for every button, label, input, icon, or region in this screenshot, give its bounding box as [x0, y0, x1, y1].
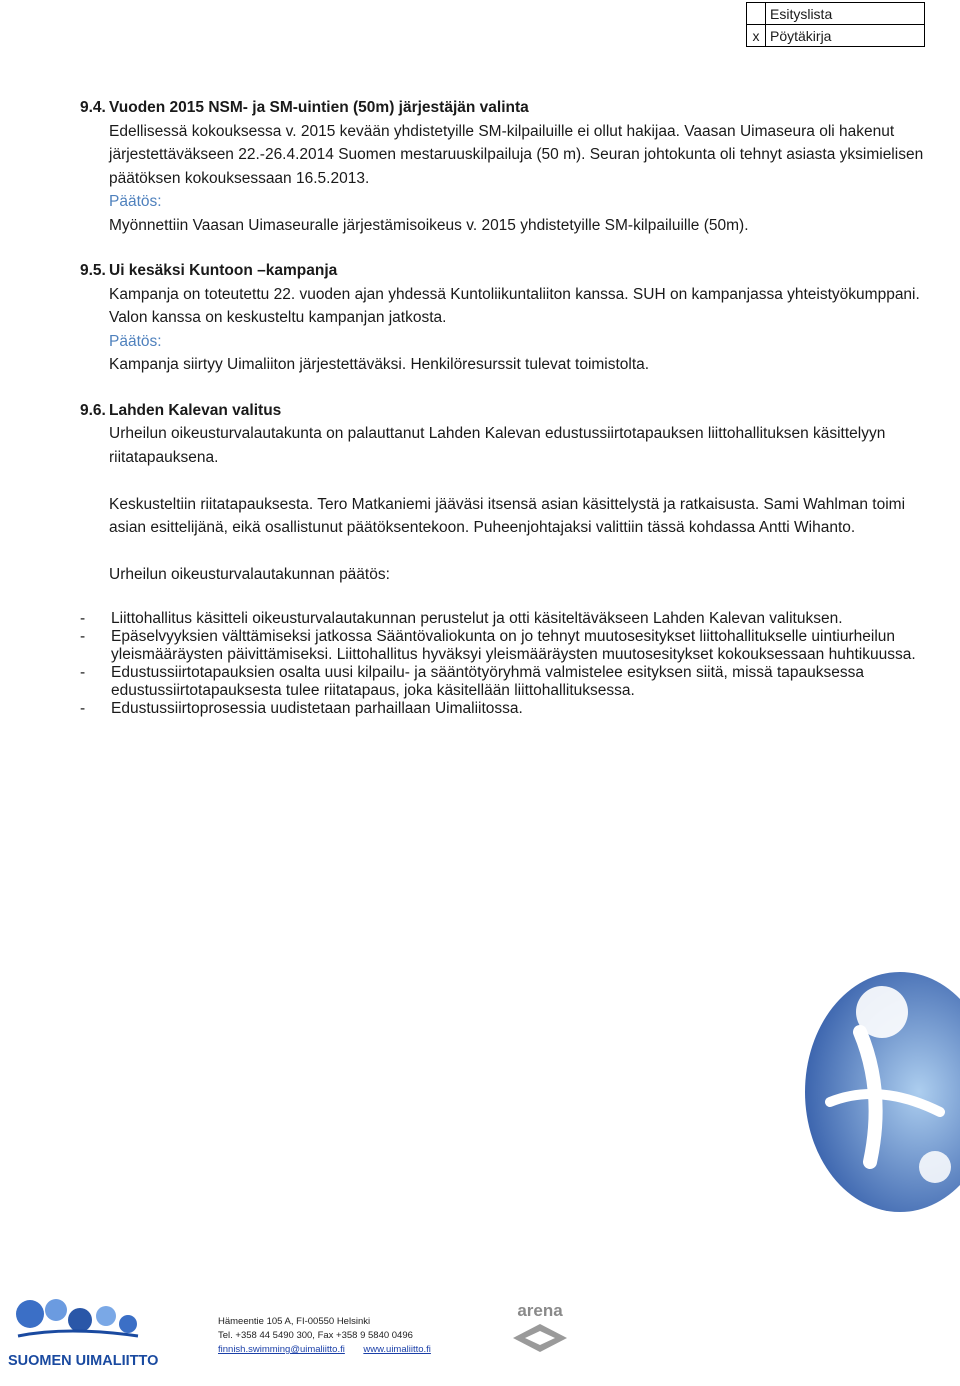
list-item-text: Edustussiirtotapauksien osalta uusi kilpailu- ja sääntötyöryhmä valmistelee esityksen siitä, missä tapauksessa edustussiirtotapauksesta tulee riitatapaus, joka käsitellään liittohallituksessa. — [111, 664, 864, 699]
list-item-text: Edustussiirtoprosessia uudistetaan parhaillaan Uimaliitossa. — [111, 700, 523, 717]
list-item: - Epäselvyyksien välttämiseksi jatkossa Sääntövaliokunta on jo tehnyt muutosesitykset liittohallitukselle uintiurheilun yleismääräysten päivittämiseksi. Liittohallitus hyväksyi yleismääräysten muutosesitykset kokouksessaan huhtikuussa. — [80, 628, 916, 663]
footer-phone: Tel. +358 44 5490 300, Fax +358 9 5840 0496 — [218, 1330, 413, 1341]
decision-label: Päätös: — [109, 332, 162, 350]
section-number: 9.4. — [80, 99, 106, 116]
section-paragraph: Kampanja on toteutettu 22. vuoden ajan yhdessä Kuntoliikuntaliiton kanssa. SUH on kampanjassa yhteistyökumppani. Valon kanssa on keskusteltu kampanjan jatkosta. — [109, 285, 920, 326]
section-heading — [80, 399, 930, 423]
section-title: Lahden Kalevan valitus — [109, 401, 282, 419]
document-body — [80, 96, 930, 740]
section-number: 9.5. — [80, 262, 106, 279]
decision-text: Kampanja siirtyy Uimaliiton järjestettäväksi. Henkilöresurssit tulevat toimistolta. — [109, 356, 650, 373]
doc-type-label: Pöytäkirja — [766, 25, 925, 47]
decision-list — [80, 610, 930, 718]
list-item-text: Epäselvyyksien välttämiseksi jatkossa Sääntövaliokunta on jo tehnyt muutosesitykset liittohallitukselle uintiurheilun yleismääräysten päivittämiseksi. Liittohallitus hyväksyi yleismääräysten muutosesitykset kokouksessaan huhtikuussa. — [111, 628, 916, 663]
doc-type-mark: x — [747, 25, 766, 47]
list-item: - Liittohallitus käsitteli oikeusturvalautakunnan perustelut ja otti käsiteltäväkseen Lahden Kalevan valituksen. — [80, 610, 843, 627]
footer-website-link[interactable]: www.uimaliitto.fi — [363, 1344, 431, 1355]
sponsor-text: arena — [517, 1301, 563, 1320]
list-item: - Edustussiirtoprosessia uudistetaan parhaillaan Uimaliitossa. — [80, 700, 523, 717]
swimmer-graphic — [710, 952, 960, 1232]
section-9-5 — [80, 259, 930, 377]
arena-logo — [505, 1300, 575, 1360]
section-heading — [80, 259, 930, 283]
document-type-table — [746, 2, 925, 47]
list-item-text: Liittohallitus käsitteli oikeusturvalautakunnan perustelut ja otti käsiteltäväkseen Lahden Kalevan valituksen. — [111, 610, 843, 627]
doc-type-row-minutes — [747, 25, 925, 47]
footer-address: Hämeentie 105 A, FI-00550 Helsinki — [218, 1316, 371, 1327]
logo-text: SUOMEN UIMALIITTO — [8, 1353, 159, 1369]
section-number: 9.6. — [80, 401, 106, 419]
doc-type-label: Esityslista — [766, 3, 925, 25]
decision-text: Myönnettiin Vaasan Uimaseuralle järjestämisoikeus v. 2015 yhdistetyille SM-kilpailuille (50m). — [109, 216, 749, 234]
section-title: Ui kesäksi Kuntoon –kampanja — [109, 262, 338, 279]
footer-contact — [218, 1315, 431, 1357]
doc-type-mark — [747, 3, 766, 25]
section-title: Vuoden 2015 NSM- ja SM-uintien (50m) järjestäjän valinta — [109, 99, 529, 116]
section-paragraph: Keskusteltiin riitatapauksesta. Tero Matkaniemi jääväsi itsensä asian käsittelystä ja ratkaisusta. Sami Wahlman toimi asian esittelijänä, eikä osallistunut päätöksentekoon. Puheenjohtajaksi valittiin tässä kohdassa Antti Wihanto. — [109, 495, 906, 536]
section-paragraph: Urheilun oikeusturvalautakunnan päätös: — [109, 566, 390, 583]
section-9-4 — [80, 96, 930, 237]
section-heading — [80, 96, 930, 120]
suomen-uimaliitto-logo — [8, 1290, 178, 1372]
section-paragraph: Urheilun oikeusturvalautakunta on palauttanut Lahden Kalevan edustussiirtotapauksen liittohallituksen käsittelyyn riitatapauksena. — [109, 425, 886, 466]
section-paragraph: Edellisessä kokouksessa v. 2015 kevään yhdistetyille SM-kilpailuille ei ollut hakijaa. Vaasan Uimaseura oli hakenut järjestettäväkseen 22.-26.4.2014 Suomen mestaruuskilpailuja (50 m). Seuran johtokunta oli tehnyt asiasta yksimielisen päätöksen kokouksessaan 16.5.2013. — [109, 122, 924, 187]
footer-email-link[interactable]: finnish.swimming@uimaliitto.fi — [218, 1344, 345, 1355]
decision-label: Päätös: — [109, 193, 162, 210]
section-9-6 — [80, 399, 930, 719]
list-item: - Edustussiirtotapauksien osalta uusi kilpailu- ja sääntötyöryhmä valmistelee esityksen siitä, missä tapauksessa edustussiirtotapauksesta tulee riitatapaus, joka käsitellään liittohallituksessa. — [80, 664, 864, 699]
doc-type-row-agenda — [747, 3, 925, 25]
